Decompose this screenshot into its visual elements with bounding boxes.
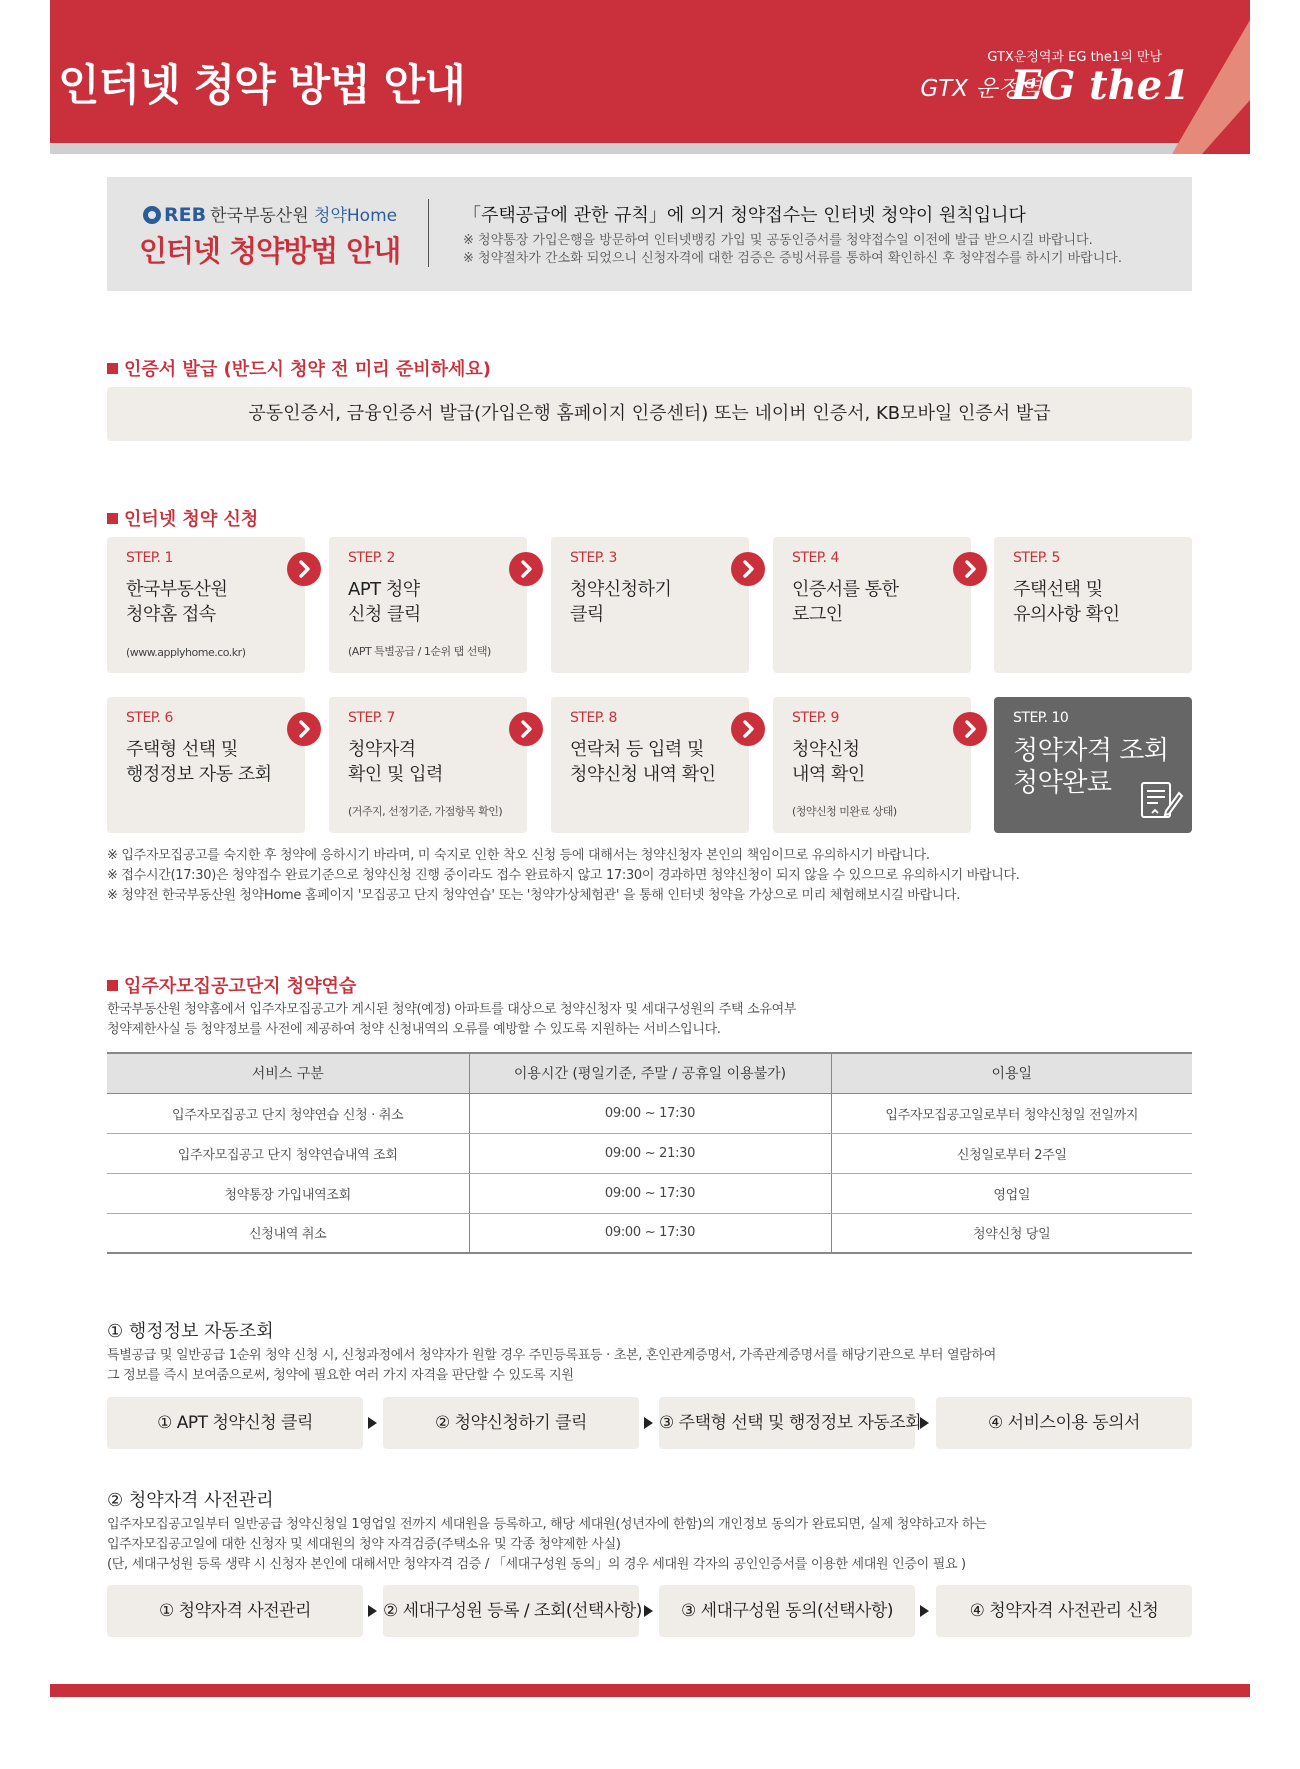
step-card: [551, 537, 749, 673]
step-number: STEP. 4: [792, 550, 839, 566]
table-cell: 청약통장 가입내역조회: [107, 1173, 469, 1213]
table-row: [107, 1093, 1192, 1133]
subsection-heading-prequal: ② 청약자격 사전관리: [107, 1490, 274, 1511]
notice-note: ※ 청약통장 가입은행을 방문하여 인터넷뱅킹 가입 및 공동인증서를 청약접수일 이전에 발급 받으시길 바랍니다.: [463, 233, 1093, 248]
chevron-right-icon: [953, 552, 987, 586]
subsection-heading-admin: ① 행정정보 자동조회: [107, 1321, 274, 1342]
reb-logo-icon: [143, 206, 161, 224]
step-note: (APT 특별공급 / 1순위 탭 선택): [348, 645, 491, 658]
step-text: 청약신청하기 클릭: [570, 579, 672, 625]
section-heading-apply: [107, 505, 258, 531]
table-cell: 신청일로부터 2주일: [831, 1133, 1192, 1173]
table-cell: 09:00 ~ 17:30: [469, 1093, 831, 1133]
description-line: 입주자모집공고일에 대한 신청자 및 세대원의 청약 자격검증(주택소유 및 각종 청약제한 사실): [107, 1537, 621, 1552]
flow-step: ③ 주택형 선택 및 행정정보 자동조회: [659, 1397, 915, 1449]
step-number: STEP. 6: [126, 710, 173, 726]
header-underline: [50, 143, 1250, 154]
chevron-right-icon: [509, 552, 543, 586]
triangle-right-icon: [368, 1605, 377, 1617]
footer-bar: [50, 1684, 1250, 1697]
step-text: 청약자격 확인 및 입력: [348, 739, 443, 785]
triangle-right-icon: [920, 1605, 929, 1617]
brand-logo: EG the1: [1010, 62, 1190, 109]
table-cell: 신청내역 취소: [107, 1213, 469, 1253]
section-heading-text: 인증서 발급 (반드시 청약 전 미리 준비하세요): [124, 359, 492, 380]
description-line: (단, 세대구성원 등록 생략 시 신청자 본인에 대해서만 청약자격 검증 / 「세대구성원 동의」의 경우 세대원 각자의 공인인증서를 이용한 세대원 인증이 필요 ): [107, 1557, 966, 1572]
square-bullet-icon: [107, 513, 118, 524]
applyhome-name: 청약Home: [314, 206, 398, 226]
flow-step: ① APT 청약신청 클릭: [107, 1397, 363, 1449]
chevron-right-icon: [287, 552, 321, 586]
table-cell: 입주자모집공고일로부터 청약신청일 전일까지: [831, 1093, 1192, 1133]
step-text: 주택선택 및 유의사항 확인: [1013, 579, 1120, 625]
flow-step: ③ 세대구성원 동의(선택사항): [659, 1585, 915, 1637]
brand-place: GTX 운정역: [920, 76, 1042, 102]
table-cell: 09:00 ~ 21:30: [469, 1133, 831, 1173]
triangle-right-icon: [644, 1417, 653, 1429]
triangle-right-icon: [368, 1417, 377, 1429]
triangle-right-icon: [644, 1605, 653, 1617]
step-note: (www.applyhome.co.kr): [126, 646, 246, 659]
flow-step: ② 세대구성원 등록 / 조회(선택사항): [383, 1585, 639, 1637]
reb-org-name: 한국부동산원: [210, 206, 309, 226]
square-bullet-icon: [107, 980, 118, 991]
step-number: STEP. 7: [348, 710, 395, 726]
notice-title: 인터넷 청약방법 안내: [139, 234, 401, 268]
brand-tagline: GTX운정역과 EG the1의 만남: [987, 50, 1162, 65]
remark-line: ※ 입주자모집공고를 숙지한 후 청약에 응하시기 바라며, 미 숙지로 인한 착오 신청 등에 대해서는 청약신청자 본인의 책임이므로 유의하시기 바랍니다.: [107, 848, 930, 863]
notice-divider: [428, 199, 429, 267]
notice-box: [107, 177, 1192, 291]
section-heading-practice: [107, 972, 356, 998]
step-text: 청약자격 조회 청약완료: [1013, 736, 1169, 798]
column-header: 이용시간 (평일기준, 주말 / 공휴일 이용불가): [469, 1053, 831, 1093]
step-card: [107, 537, 305, 673]
step-number: STEP. 1: [126, 550, 173, 566]
admin-description: [107, 1346, 996, 1386]
remark-line: ※ 청약전 한국부동산원 청약Home 홈페이지 '모집공고 단지 청약연습' 또는 '청약가상체험관' 을 통해 인터넷 청약을 가상으로 미리 체험해보시길 바랍니다.: [107, 888, 961, 903]
step-number: STEP. 10: [1013, 710, 1069, 726]
page-title: 인터넷 청약 방법 안내: [58, 61, 465, 111]
step-text: 연락처 등 입력 및 청약신청 내역 확인: [570, 739, 716, 785]
section-heading-cert: [107, 355, 491, 381]
chevron-right-icon: [731, 712, 765, 746]
table-cell: 청약신청 당일: [831, 1213, 1192, 1253]
table-cell: 입주자모집공고 단지 청약연습내역 조회: [107, 1133, 469, 1173]
step-text: APT 청약 신청 클릭: [348, 579, 421, 625]
step-text: 주택형 선택 및 행정정보 자동 조회: [126, 739, 272, 785]
step-card: [107, 697, 305, 833]
flow-step: ① 청약자격 사전관리: [107, 1585, 363, 1637]
document-sign-icon: [1138, 777, 1184, 823]
section-heading-text: 인터넷 청약 신청: [124, 509, 259, 530]
step-number: STEP. 5: [1013, 550, 1060, 566]
table-cell: 09:00 ~ 17:30: [469, 1173, 831, 1213]
description-line: 한국부동산원 청약홈에서 입주자모집공고가 게시된 청약(예정) 아파트를 대상으로 청약신청자 및 세대구성원의 주택 소유여부: [107, 1002, 797, 1017]
notice-note: ※ 청약절차가 간소화 되었으니 신청자격에 대한 검증은 증빙서류를 통하여 확인하신 후 청약접수를 하시기 바랍니다.: [463, 251, 1122, 266]
description-line: 그 정보를 즉시 보여줌으로써, 청약에 필요한 여러 가지 자격을 판단할 수 있도록 지원: [107, 1368, 574, 1383]
triangle-right-icon: [920, 1417, 929, 1429]
flow-step: ④ 서비스이용 동의서: [936, 1397, 1192, 1449]
step-text: 한국부동산원 청약홈 접속: [126, 579, 228, 625]
step-card: [994, 537, 1192, 673]
step-note: (청약신청 미완료 상태): [792, 805, 897, 818]
step-text: 인증서를 통한 로그인: [792, 579, 899, 625]
table-row: [107, 1133, 1192, 1173]
apply-remarks: [107, 846, 1020, 906]
step-card: [329, 697, 527, 833]
table-cell: 영업일: [831, 1173, 1192, 1213]
step-card-final: [994, 697, 1192, 833]
flow-step: ④ 청약자격 사전관리 신청: [936, 1585, 1192, 1637]
step-number: STEP. 9: [792, 710, 839, 726]
step-note: (거주지, 선정기준, 가점항목 확인): [348, 805, 503, 818]
remark-line: ※ 접수시간(17:30)은 청약접수 완료기준으로 청약신청 진행 중이라도 접수 완료하지 않고 17:30이 경과하면 청약신청이 되지 않을 수 있으므로 유의하시기 바랍니다.: [107, 868, 1020, 883]
chevron-right-icon: [287, 712, 321, 746]
applyhome-logo: [143, 201, 397, 226]
notice-main-text: 「주택공급에 관한 규칙」에 의거 청약접수는 인터넷 청약이 원칙입니다: [463, 205, 1026, 226]
prequal-description: [107, 1515, 986, 1575]
square-bullet-icon: [107, 363, 118, 374]
column-header: 이용일: [831, 1053, 1192, 1093]
table-cell: 09:00 ~ 17:30: [469, 1213, 831, 1253]
step-card: [551, 697, 749, 833]
reb-logo-text: REB: [164, 204, 207, 226]
description-line: 청약제한사실 등 청약정보를 사전에 제공하여 청약 신청내역의 오류를 예방할 수 있도록 지원하는 서비스입니다.: [107, 1022, 721, 1037]
description-line: 입주자모집공고일부터 일반공급 청약신청일 1영업일 전까지 세대원을 등록하고, 해당 세대원(성년자에 한함)의 개인정보 동의가 완료되면, 실제 청약하고자 하는: [107, 1517, 987, 1532]
step-number: STEP. 2: [348, 550, 395, 566]
step-card: [329, 537, 527, 673]
step-number: STEP. 8: [570, 710, 617, 726]
description-line: 특별공급 및 일반공급 1순위 청약 신청 시, 신청과정에서 청약자가 원할 경우 주민등록표등 · 초본, 혼인관계증명서, 가족관계증명서를 해당기관으로 부터 열람하여: [107, 1348, 997, 1363]
practice-description: [107, 1000, 796, 1040]
step-card: [773, 697, 971, 833]
chevron-right-icon: [731, 552, 765, 586]
section-heading-text: 입주자모집공고단지 청약연습: [124, 976, 357, 997]
table-row: [107, 1173, 1192, 1213]
step-text: 청약신청 내역 확인: [792, 739, 865, 785]
chevron-right-icon: [953, 712, 987, 746]
chevron-right-icon: [509, 712, 543, 746]
flow-step: ② 청약신청하기 클릭: [383, 1397, 639, 1449]
cert-info-box: 공동인증서, 금융인증서 발급(가입은행 홈페이지 인증센터) 또는 네이버 인증서, KB모바일 인증서 발급: [107, 387, 1192, 441]
practice-service-table: [107, 1052, 1192, 1254]
table-cell: 입주자모집공고 단지 청약연습 신청 · 취소: [107, 1093, 469, 1133]
column-header: 서비스 구분: [107, 1053, 469, 1093]
step-number: STEP. 3: [570, 550, 617, 566]
table-row: [107, 1213, 1192, 1253]
step-card: [773, 537, 971, 673]
